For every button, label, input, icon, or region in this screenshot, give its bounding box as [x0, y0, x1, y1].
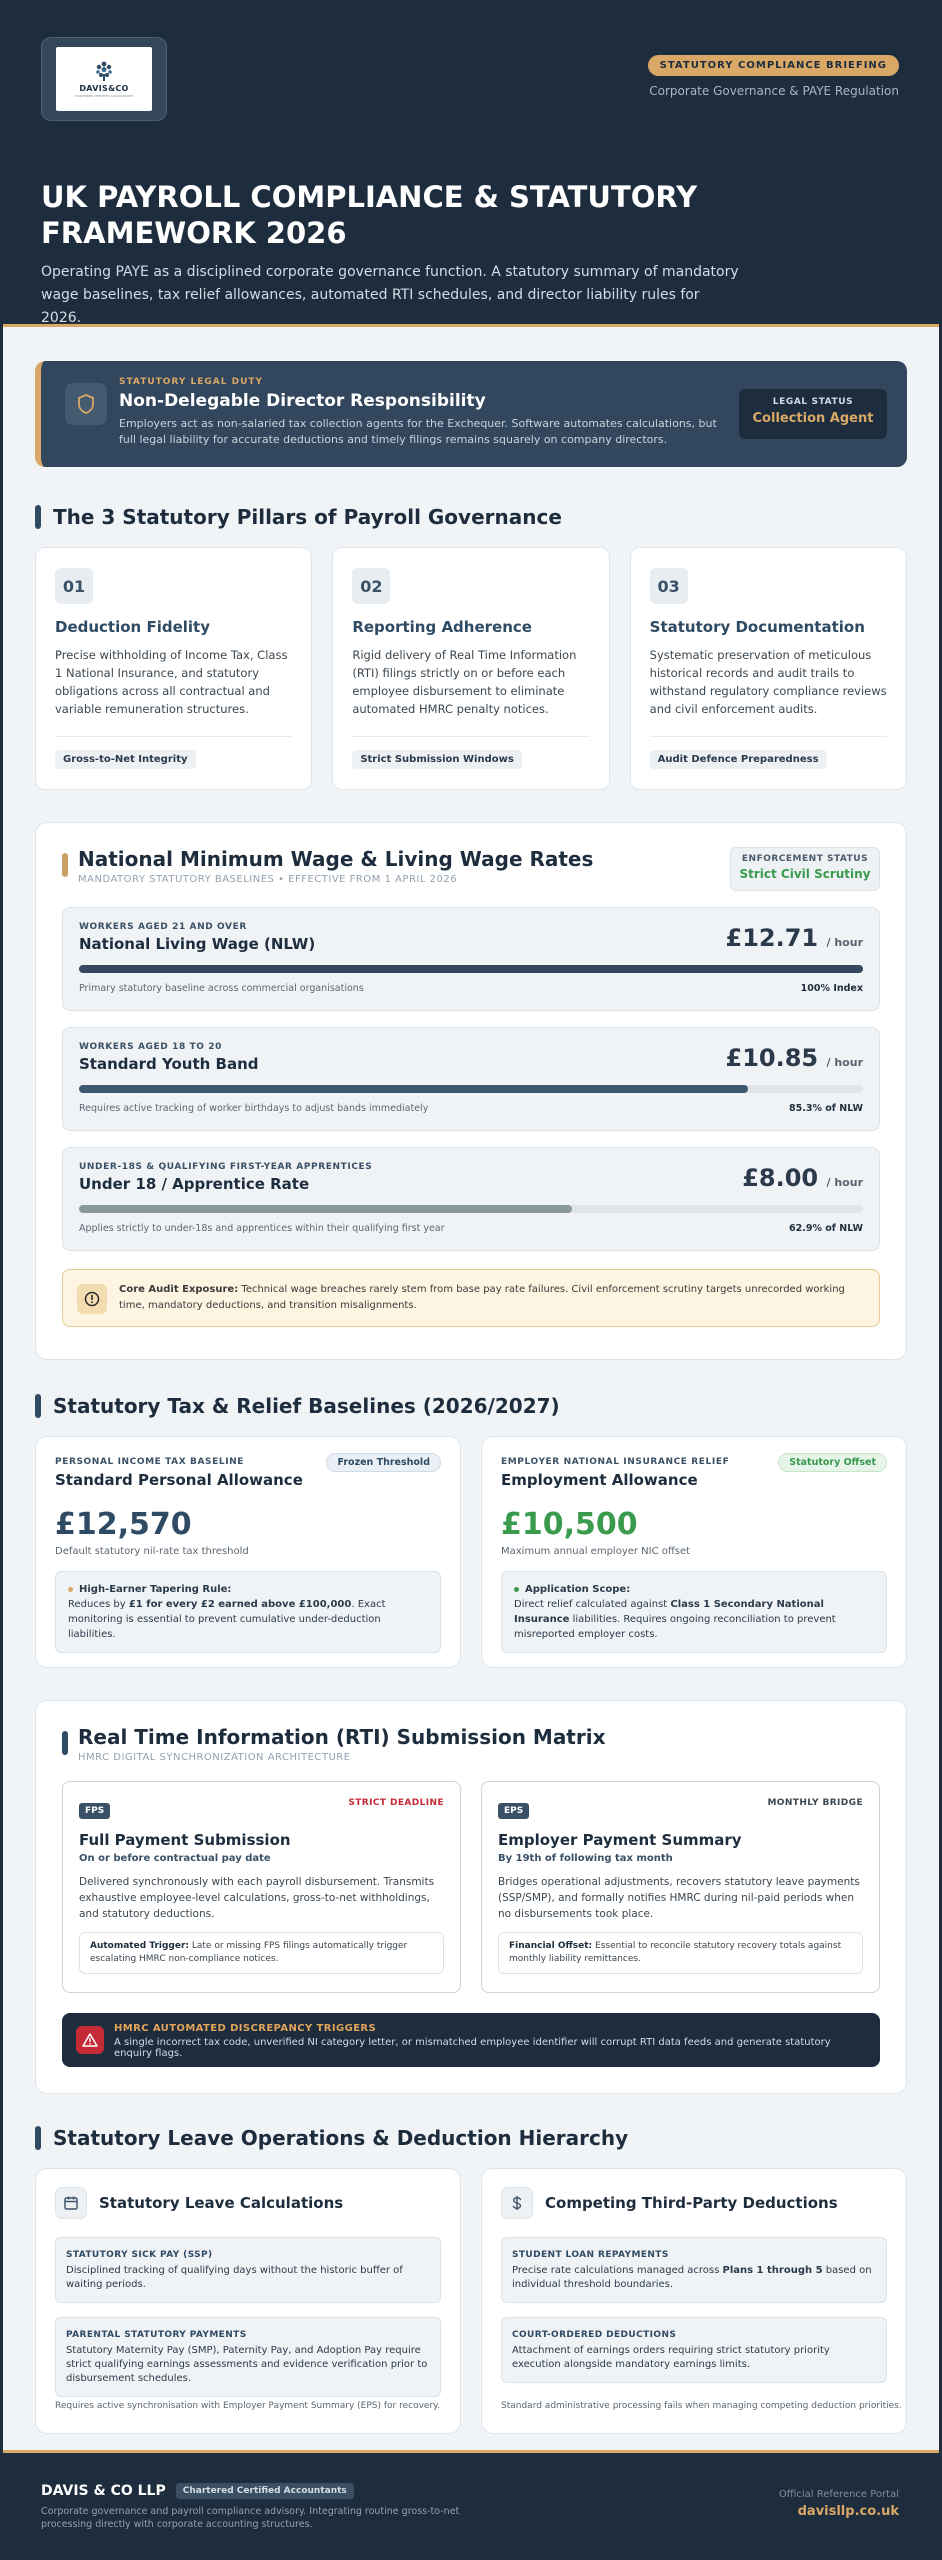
- duty-kicker: STATUTORY LEGAL DUTY: [119, 377, 264, 387]
- deduction-item-text: Attachment of earnings orders requiring strict statutory priority execution alongside mandatory earnings limits.: [512, 2345, 830, 2370]
- deduction-item-title: STUDENT LOAN REPAYMENTS: [512, 2250, 669, 2260]
- band-index: 100% Index: [800, 983, 863, 994]
- alert-text: Technical wage breaches rarely stem from base pay rate failures. Civil enforcement scrutiny targets unrecorded working time, mandatory deductions, and transition misalignments.: [119, 1284, 845, 1311]
- pillar-body: Precise withholding of Income Tax, Class 1 National Insurance, and statutory obligations across all contractual and variable remuneration structures.: [55, 648, 288, 716]
- band-rate-value: £10.85: [725, 1044, 819, 1072]
- leave-item: [55, 2237, 441, 2303]
- portal-label: Official Reference Portal: [778, 2489, 899, 2500]
- tax-caption: Default statutory nil-rate tax threshold: [55, 1546, 249, 1557]
- enforcement-label: ENFORCEMENT STATUS: [741, 854, 869, 864]
- tax-note-post: . Exact monitoring is essential to prevent cumulative under-deduction liabilities.: [68, 1599, 386, 1640]
- leave-card-footnote: Requires active synchronisation with Employer Payment Summary (EPS) for recovery.: [55, 2401, 441, 2411]
- tax-card: [481, 1436, 907, 1668]
- band-name: Standard Youth Band: [79, 1055, 259, 1073]
- band-name: Under 18 / Apprentice Rate: [79, 1175, 310, 1193]
- pillar-number: 03: [650, 568, 688, 604]
- shield-icon: [65, 383, 107, 425]
- band-note: Requires active tracking of worker birthdays to adjust bands immediately: [79, 1103, 429, 1114]
- rti-subtitle: HMRC DIGITAL SYNCHRONIZATION ARCHITECTURE: [78, 1752, 351, 1763]
- rti-card-note: [498, 1932, 863, 1974]
- rti-card-body: Bridges operational adjustments, recovers statutory leave payments (SSP/SMP), and formally notifies HMRC during nil-paid periods when no disbursements took place.: [498, 1876, 860, 1920]
- tax-note-emphasis: Class 1 Secondary National Insurance: [514, 1599, 824, 1625]
- tax-note-pre: Reduces by: [68, 1599, 129, 1610]
- portal-link[interactable]: davisllp.co.uk: [797, 2504, 899, 2519]
- offset-pill: Statutory Offset: [778, 1453, 887, 1472]
- deduction-text-pre: Precise rate calculations managed across: [512, 2265, 723, 2276]
- pillars-section-title: [35, 505, 907, 529]
- logo-emblem-icon: [91, 60, 117, 82]
- rti-card-deadline: By 19th of following tax month: [498, 1853, 673, 1864]
- rti-note-label: Financial Offset:: [509, 1941, 593, 1951]
- deduction-card-footnote: Standard administrative processing fails when managing competing deduction priorities.: [501, 2401, 902, 2411]
- reference-portal: [779, 2489, 899, 2519]
- rti-card-note: [79, 1932, 444, 1974]
- wage-band: [62, 1027, 880, 1131]
- progress-fill: [79, 965, 863, 973]
- firm-name: DAVIS & CO LLP: [41, 2483, 166, 2499]
- band-kicker: WORKERS AGED 18 TO 20: [79, 1042, 222, 1052]
- dollar-icon: [501, 2187, 533, 2219]
- bullet-dot: [68, 1587, 73, 1592]
- pillar-tag: Strict Submission Windows: [352, 750, 521, 769]
- tax-kicker: EMPLOYER NATIONAL INSURANCE RELIEF: [501, 1457, 730, 1467]
- tax-note: [55, 1571, 441, 1653]
- tax-grid: [35, 1436, 907, 1668]
- discrepancy-trigger-banner: [62, 2013, 880, 2067]
- tax-note-emphasis: £1 for every £2 earned above £100,000: [128, 1599, 352, 1610]
- band-kicker: UNDER-18S & QUALIFYING FIRST-YEAR APPRENTICES: [79, 1162, 373, 1172]
- pillars-title-text: The 3 Statutory Pillars of Payroll Governance: [53, 505, 562, 529]
- firm-accreditation-chip: Chartered Certified Accountants: [176, 2483, 354, 2499]
- leave-item-text: Statutory Maternity Pay (SMP), Paternity Pay, and Adoption Pay require strict qualifying earnings assessments and evidence verification prior to disbursement schedules.: [66, 2345, 428, 2384]
- leave-item: [55, 2317, 441, 2397]
- section-accent-bar: [35, 1394, 41, 1418]
- deduction-item-title: COURT-ORDERED DEDUCTIONS: [512, 2330, 677, 2340]
- briefing-subtitle: Corporate Governance & PAYE Regulation: [649, 84, 899, 98]
- progress-fill: [79, 1085, 748, 1093]
- leave-title-text: Statutory Leave Operations & Deduction Hierarchy: [53, 2126, 629, 2150]
- leave-item-title: PARENTAL STATUTORY PAYMENTS: [66, 2330, 247, 2340]
- band-footer: [79, 1103, 863, 1114]
- rti-card-title: Employer Payment Summary: [498, 1831, 742, 1849]
- rti-card-eps: [481, 1781, 880, 1993]
- section-accent-bar: [62, 853, 68, 877]
- enforcement-status-box: [730, 847, 880, 891]
- legal-status-value: Collection Agent: [752, 411, 874, 426]
- pillar-body: Systematic preservation of meticulous historical records and audit trails to withstand regulatory compliance reviews and civil enforcement audits.: [649, 648, 887, 716]
- band-rate: [726, 1044, 863, 1072]
- deduction-text-post: based on individual threshold boundaries.: [512, 2265, 872, 2290]
- deduction-item: [501, 2317, 887, 2383]
- submission-code-badge: FPS: [79, 1803, 110, 1819]
- rti-note-label: Automated Trigger:: [90, 1941, 189, 1951]
- page-intro: Operating PAYE as a disciplined corporate governance function. A statutory summary of mandatory wage baselines, tax relief allowances, automated RTI schedules, and director liability rules for 2026.: [41, 264, 739, 326]
- pillar-number: 02: [352, 568, 390, 604]
- rti-card-fps: [62, 1781, 461, 1993]
- submission-code-badge: EPS: [498, 1803, 529, 1819]
- deduction-text-emphasis: Plans 1 through 5: [722, 2265, 823, 2276]
- threshold-pill: Frozen Threshold: [326, 1453, 441, 1472]
- deduction-card: [481, 2168, 907, 2434]
- rti-note-text: Late or missing FPS filings automatically trigger escalating HMRC non-compliance notices.: [90, 1941, 408, 1964]
- tax-kicker: PERSONAL INCOME TAX BASELINE: [55, 1457, 245, 1467]
- audit-exposure-alert: [62, 1269, 880, 1327]
- director-duty-banner: [35, 361, 907, 467]
- rti-header: [62, 1725, 880, 1763]
- calendar-icon: [55, 2187, 87, 2219]
- band-rate: [742, 1164, 863, 1192]
- logo-wordmark: DAVIS&CO: [79, 84, 129, 93]
- legal-status-box: [739, 389, 887, 439]
- tax-note-title: Application Scope:: [525, 1584, 631, 1595]
- rti-card-title: Full Payment Submission: [79, 1831, 291, 1849]
- per-hour-unit: / hour: [826, 1176, 863, 1189]
- deduction-item: [501, 2237, 887, 2303]
- tax-card-title: Standard Personal Allowance: [55, 1471, 303, 1489]
- tax-title-text: Statutory Tax & Relief Baselines (2026/2027): [53, 1394, 560, 1418]
- pillar-title: Deduction Fidelity: [55, 618, 210, 636]
- tax-note-title-row: [514, 1582, 874, 1597]
- progress-track: [79, 965, 863, 973]
- band-index: 62.9% of NLW: [789, 1223, 863, 1234]
- band-rate-value: £8.00: [742, 1164, 819, 1192]
- pillars-grid: [35, 547, 907, 790]
- leave-grid: [35, 2168, 907, 2434]
- tax-note-text: [68, 1597, 428, 1642]
- wage-subtitle: MANDATORY STATUTORY BASELINES • EFFECTIVE FROM 1 APRIL 2026: [78, 874, 458, 885]
- band-footer: [79, 1223, 863, 1234]
- pillar-title: Reporting Adherence: [352, 618, 532, 636]
- wage-band: [62, 1147, 880, 1251]
- divider: [55, 736, 292, 737]
- section-accent-bar: [62, 1731, 68, 1755]
- pillar-number: 01: [55, 568, 93, 604]
- deduction-item-text: [512, 2264, 876, 2292]
- progress-fill: [79, 1205, 572, 1213]
- tax-caption: Maximum annual employer NIC offset: [501, 1546, 691, 1557]
- pillar-card: [332, 547, 609, 790]
- briefing-badge: STATUTORY COMPLIANCE BRIEFING: [648, 55, 899, 76]
- rti-matrix-panel: [35, 1700, 907, 2094]
- alert-circle-icon: [77, 1284, 107, 1314]
- leave-section-title: [35, 2126, 907, 2150]
- band-index: 85.3% of NLW: [789, 1103, 863, 1114]
- tax-note-title: High-Earner Tapering Rule:: [79, 1584, 232, 1595]
- tax-note: [501, 1571, 887, 1653]
- deduction-card-header: [501, 2187, 887, 2219]
- rti-title: Real Time Information (RTI) Submission Matrix: [78, 1725, 606, 1749]
- tax-amount: £10,500: [501, 1507, 638, 1542]
- divider: [352, 736, 589, 737]
- main-content: [3, 361, 939, 2434]
- deadline-flag: MONTHLY BRIDGE: [767, 1798, 863, 1808]
- progress-track: [79, 1085, 863, 1093]
- tax-card: [35, 1436, 461, 1668]
- pillar-title: Statutory Documentation: [649, 618, 865, 636]
- tax-note-title-row: [68, 1582, 428, 1597]
- tax-note-post: liabilities. Requires ongoing reconciliation to prevent misreported employer costs.: [514, 1614, 836, 1640]
- enforcement-value: Strict Civil Scrutiny: [739, 867, 871, 881]
- warning-triangle-icon: [76, 2026, 104, 2054]
- bullet-dot: [514, 1587, 519, 1592]
- tax-card-title: Employment Allowance: [501, 1471, 698, 1489]
- band-footer: [79, 983, 863, 994]
- per-hour-unit: / hour: [826, 936, 863, 949]
- leave-item-text: Disciplined tracking of qualifying days without the historic buffer of waiting periods.: [66, 2265, 403, 2290]
- rti-note-text: Essential to reconcile statutory recovery totals against monthly liability remittances.: [509, 1941, 842, 1964]
- band-kicker: WORKERS AGED 21 AND OVER: [79, 922, 247, 932]
- footer-firm: [41, 2483, 901, 2499]
- trigger-body: A single incorrect tax code, unverified NI category letter, or mismatched employee identifier will corrupt RTI data feeds and generate statutory enquiry flags.: [114, 2037, 831, 2059]
- leave-item-title: STATUTORY SICK PAY (SSP): [66, 2250, 213, 2260]
- tax-note-pre: Direct relief calculated against: [514, 1599, 671, 1610]
- alert-label: Core Audit Exposure:: [119, 1284, 239, 1295]
- logo-subline: CHARTERED CERTIFIED ACCOUNTANTS: [74, 94, 134, 98]
- tax-amount: £12,570: [55, 1507, 192, 1542]
- pillar-card: [630, 547, 907, 790]
- pillar-tag: Gross-to-Net Integrity: [55, 750, 196, 769]
- band-note: Applies strictly to under-18s and apprentices within their qualifying first year: [79, 1223, 445, 1234]
- band-rate: [726, 924, 863, 952]
- leave-card: [35, 2168, 461, 2434]
- duty-title: Non-Delegable Director Responsibility: [119, 391, 486, 411]
- pillar-body: Rigid delivery of Real Time Information (RTI) filings strictly on or before each employee disbursement to eliminate automated HMRC penalty notices.: [352, 648, 577, 716]
- rti-card-deadline: On or before contractual pay date: [79, 1853, 271, 1864]
- section-accent-bar: [35, 2126, 41, 2150]
- deadline-flag: STRICT DEADLINE: [348, 1798, 444, 1808]
- rti-cards: [62, 1781, 880, 1993]
- band-name: National Living Wage (NLW): [79, 935, 316, 953]
- tax-note-text: [514, 1597, 874, 1642]
- wage-rates-panel: [35, 822, 907, 1360]
- section-accent-bar: [35, 505, 41, 529]
- hero-header: [3, 3, 939, 327]
- leave-card-title: Statutory Leave Calculations: [99, 2194, 344, 2212]
- firm-logo: [56, 47, 152, 111]
- progress-track: [79, 1205, 863, 1213]
- pillar-tag: Audit Defence Preparedness: [650, 750, 827, 769]
- page-title: UK PAYROLL COMPLIANCE & STATUTORY FRAMEWORK 2026: [41, 180, 698, 250]
- rti-card-body: Delivered synchronously with each payroll disbursement. Transmits exhaustive employee-level calculations, gross-to-net withholdings, and statutory deductions.: [79, 1876, 435, 1920]
- legal-status-label: LEGAL STATUS: [772, 397, 854, 407]
- page-footer: [3, 2450, 939, 2557]
- wage-title: National Minimum Wage & Living Wage Rates: [78, 847, 594, 871]
- band-note: Primary statutory baseline across commercial organisations: [79, 983, 364, 994]
- band-rate-value: £12.71: [725, 924, 819, 952]
- deduction-card-title: Competing Third-Party Deductions: [545, 2194, 838, 2212]
- logo-container: [41, 37, 167, 121]
- duty-body: Employers act as non-salaried tax collection agents for the Exchequer. Software automates calculations, but full legal liability for accurate deductions and timely filings remains squarely on company directors.: [119, 417, 717, 446]
- wage-band: [62, 907, 880, 1011]
- pillar-card: [35, 547, 312, 790]
- trigger-title: HMRC AUTOMATED DISCREPANCY TRIGGERS: [114, 2023, 377, 2034]
- tax-section-title: [35, 1394, 907, 1418]
- per-hour-unit: / hour: [826, 1056, 863, 1069]
- footer-description: Corporate governance and payroll compliance advisory. Integrating routine gross-to-net processing directly with corporate accounting structures.: [41, 2506, 460, 2530]
- leave-card-header: [55, 2187, 441, 2219]
- divider: [650, 736, 887, 737]
